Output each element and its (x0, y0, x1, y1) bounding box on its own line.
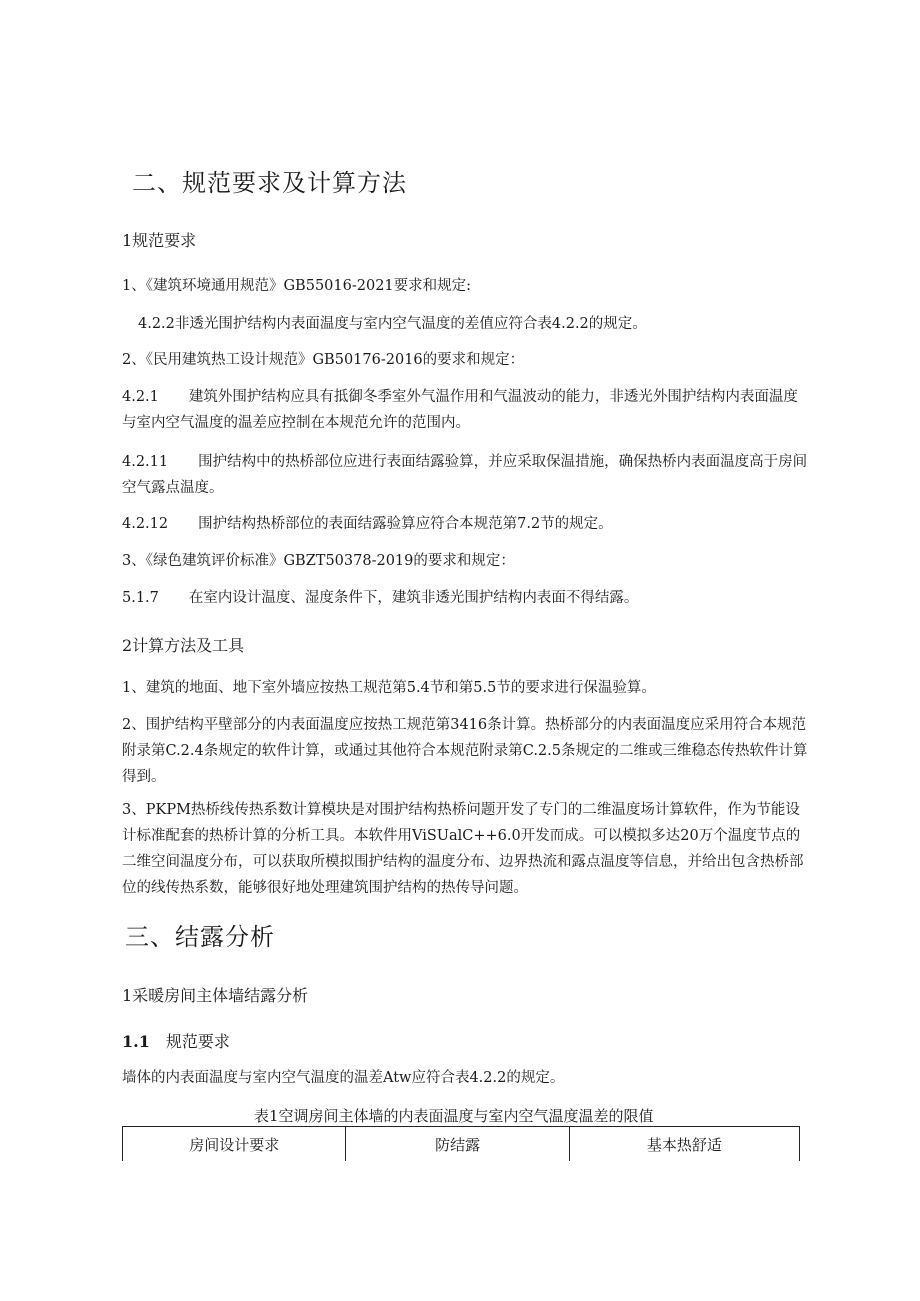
method-3: 3、PKPM热桥线传热系数计算模块是对围护结构热桥问题开发了专门的二维温度场计算软件，作为节能设计标准配套的热桥计算的分析工具。本软件用ViSUalC++6.0开发而成。可以模拟多达20万个温度节点的二维空间温度分布，可以获取所模拟围护结构的温度分布、边界热流和露点温度等信息，并给出包含热桥部位的线传热系数，能够很好地处理建筑围护结构的热传导问题。 (122, 802, 804, 896)
item-3: 3、《绿色建筑评价标准》GBZT50378-2019的要求和规定： (122, 553, 515, 569)
section-2-2-title: 2计算方法及工具 (122, 636, 245, 655)
section-3-title: 三、结露分析 (125, 923, 275, 951)
item-3-a (122, 585, 812, 611)
table-header-cell: 基本热舒适 (569, 1127, 799, 1162)
clause-text: 在室内设计温度、湿度条件下，建筑非透光围护结构内表面不得结露。 (188, 590, 639, 606)
item-1-a: 4.2.2非透光围护结构内表面温度与室内空气温度的差值应符合表4.2.2的规定。 (138, 316, 647, 332)
item-2-a (122, 384, 812, 436)
clause-number: 4.2.11 (122, 454, 169, 470)
table-header-cell: 防结露 (346, 1127, 569, 1162)
method-1: 1、建筑的地面、地下室外墙应按热工规范第5.4节和第5.5节的要求进行保温验算。 (122, 680, 656, 696)
subsection-label: 规范要求 (165, 1032, 230, 1051)
item-2-c (122, 511, 812, 537)
clause-text: 围护结构热桥部位的表面结露验算应符合本规范第7.2节的规定。 (198, 516, 613, 532)
table-header-row (123, 1127, 800, 1162)
item-1: 1、《建筑环境通用规范》GB55016-2021要求和规定: (122, 278, 472, 294)
clause-text: 建筑外围护结构应具有抵御冬季室外气温作用和气温波动的能力，非透光外围护结构内表面温度与室内空气温度的温差应控制在本规范允许的范围内。 (122, 389, 798, 431)
section-3-1-title: 1采暖房间主体墙结露分析 (122, 986, 309, 1005)
section-3-text: 墙体的内表面温度与室内空气温度的温差Atw应符合表4.2.2的规定。 (122, 1070, 565, 1086)
section-2-1-title: 1规范要求 (122, 231, 197, 250)
item-2: 2、《民用建筑热工设计规范》GB50176-2016的要求和规定： (122, 352, 525, 368)
table-header-cell: 房间设计要求 (123, 1127, 346, 1162)
section-3-1-1-title (122, 1029, 230, 1052)
limits-table (122, 1126, 800, 1161)
clause-number: 4.2.12 (122, 516, 169, 532)
clause-text: 围护结构中的热桥部位应进行表面结露验算，并应采取保温措施，确保热桥内表面温度高于房间空气露点温度。 (122, 454, 808, 496)
method-2: 2、围护结构平壁部分的内表面温度应按热工规范第3416条计算。热桥部分的内表面温度应采用符合本规范附录第C.2.4条规定的软件计算，或通过其他符合本规范附录第C.2.5条规定的二维或三维稳态传热软件计算得到。 (122, 717, 808, 785)
clause-number: 4.2.1 (122, 389, 159, 405)
clause-number: 5.1.7 (122, 590, 159, 606)
item-2-b (122, 449, 812, 501)
section-2-title: 二、规范要求及计算方法 (132, 169, 407, 197)
subsection-number: 1.1 (122, 1032, 150, 1051)
table-caption: 表1空调房间主体墙的内表面温度与室内空气温度温差的限值 (254, 1107, 654, 1125)
